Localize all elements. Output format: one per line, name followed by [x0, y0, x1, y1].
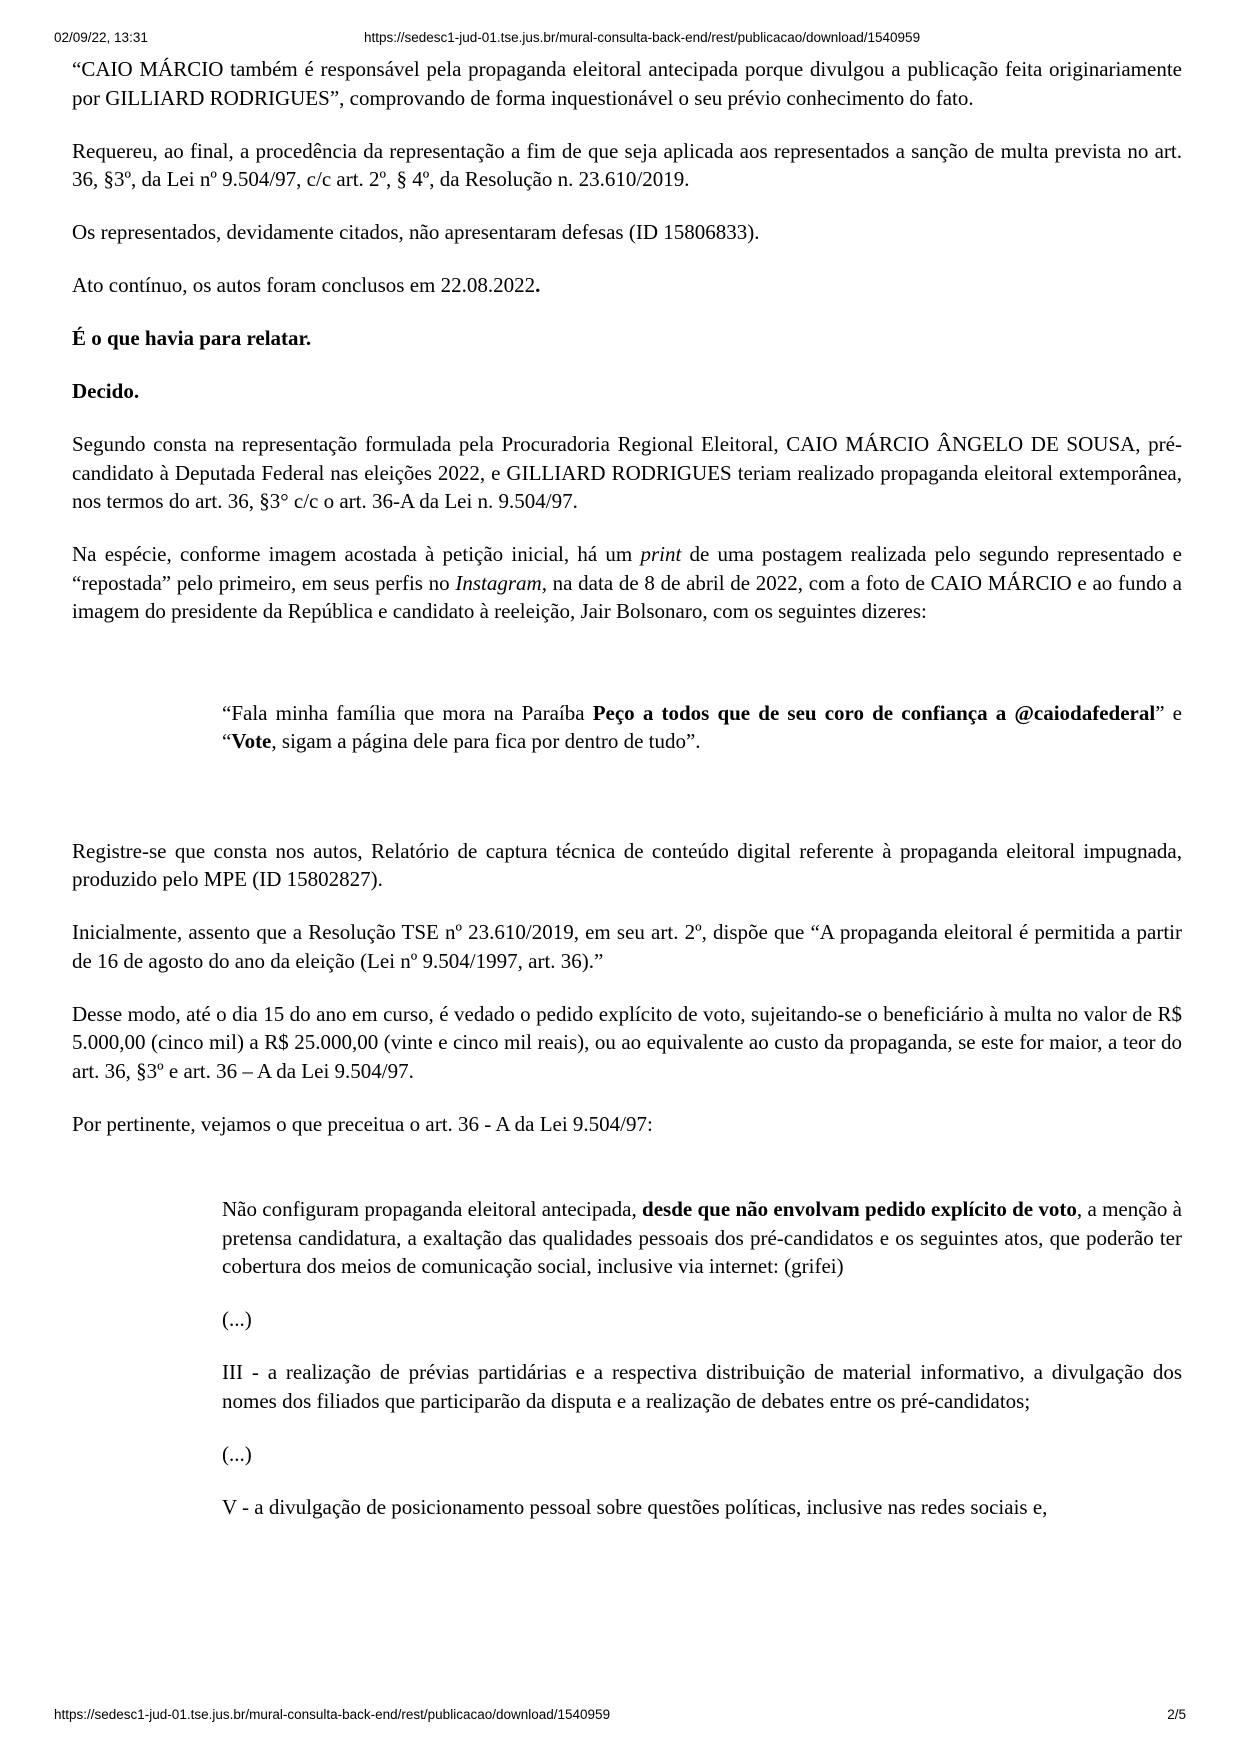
- blockquote-item-iii: III - a realização de prévias partidárias e a respectiva distribuição de material informativo, a divulgação dos nomes dos filiados que participarão da disputa e a realização de debates entre os pré-candidatos;: [222, 1360, 1182, 1413]
- blockquote-art36a-caput: [222, 1195, 1182, 1281]
- paragraph-na-especie: [72, 540, 1182, 626]
- heading-decido: Decido.: [72, 379, 140, 403]
- footer-source-url: https://sedesc1-jud-01.tse.jus.br/mural-consulta-back-end/rest/publicacao/download/1540959: [54, 1707, 611, 1722]
- text-run: , a menção à pretensa candidatura, a exaltação das qualidades pessoais dos pré-candidatos e os seguintes atos, que poderão ter cobertura dos meios de comunicação social, inclusive via internet: (grifei): [222, 1197, 1182, 1278]
- document-body: [72, 55, 1182, 1546]
- heading-relatar: É o que havia para relatar.: [72, 326, 312, 350]
- footer-page-indicator: 2/5: [1167, 1707, 1186, 1722]
- bold-run: Vote: [231, 729, 272, 753]
- text-run: “Fala minha família que mora na Paraíba: [222, 700, 593, 725]
- blockquote-item-v: V - a divulgação de posicionamento pessoal sobre questões políticas, inclusive nas redes sociais e,: [222, 1494, 1048, 1519]
- italic-run: print: [640, 542, 682, 566]
- blockquote-ellipsis-1: (...): [222, 1307, 252, 1331]
- paragraph-por-pertinente: Por pertinente, vejamos o que preceitua o art. 36 - A da Lei 9.504/97:: [72, 1111, 653, 1136]
- text-run: na data de 8 de abril de 2022, com a foto de CAIO MÁRCIO e ao fundo a imagem do presidente da República e candidato à reeleição, Jair Bolsonaro, com os seguintes dizeres:: [72, 570, 1182, 623]
- paragraph-conclusos: [72, 271, 1182, 300]
- text-run: de uma postagem realizada pelo segundo representado e “repostada” pelo primeiro, em seus perfis no: [72, 542, 1182, 595]
- paragraph-request: Requereu, ao final, a procedência da representação a fim de que seja aplicada aos representados a sanção de multa prevista no art. 36, §3º, da Lei nº 9.504/97, c/c art. 2º, § 4º, da Resolução n. 23.610/2019.: [72, 138, 1182, 191]
- italic-run: Instagram,: [455, 570, 547, 595]
- text-run: Ato contínuo, os autos foram conclusos em 22.08.2022: [72, 273, 536, 297]
- text-run: ” e “: [222, 700, 1183, 753]
- text-run: Não configuram propaganda eleitoral antecipada,: [222, 1197, 643, 1221]
- text-run: Na espécie, conforme imagem acostada à petição inicial, há um: [72, 542, 641, 566]
- print-header: [54, 30, 1186, 48]
- text-run: , sigam a página dele para fica por dentro de tudo”.: [271, 729, 701, 753]
- blockquote-instagram-post: [222, 699, 1182, 756]
- paragraph-registre-se: Registre-se que consta nos autos, Relatório de captura técnica de conteúdo digital referente à propaganda eleitoral impugnada, produzido pelo MPE (ID 15802827).: [72, 838, 1182, 891]
- bold-run: Peço a todos que de seu coro de confiança a @caiodafederal: [592, 700, 1156, 725]
- print-footer: [54, 1707, 1186, 1722]
- paragraph-no-defense: Os representados, devidamente citados, não apresentaram defesas (ID 15806833).: [72, 220, 760, 244]
- paragraph-desse-modo: Desse modo, até o dia 15 do ano em curso, é vedado o pedido explícito de voto, sujeitando-se o beneficiário à multa no valor de R$ 5.000,00 (cinco mil) a R$ 25.000,00 (vinte e cinco mil reais), ou ao equivalente ao custo da propaganda, se este for maior, a teor do art. 36, §3º e art. 36 – A da Lei 9.504/97.: [72, 1001, 1182, 1083]
- bold-run: desde que não envolvam pedido explícito de voto: [642, 1197, 1077, 1221]
- print-datetime: 02/09/22, 13:31: [54, 30, 148, 45]
- source-url: https://sedesc1-jud-01.tse.jus.br/mural-consulta-back-end/rest/publicacao/download/1540959: [364, 30, 921, 45]
- blockquote-ellipsis-2: (...): [222, 1441, 252, 1466]
- paragraph-intro-quote: “CAIO MÁRCIO também é responsável pela propaganda eleitoral antecipada porque divulgou a publicação feita originariamente por GILLIARD RODRIGUES”, comprovando de forma inquestionável o seu prévio conhecimento do fato.: [72, 57, 1182, 110]
- paragraph-segundo-consta: Segundo consta na representação formulada pela Procuradoria Regional Eleitoral, CAIO MÁRCIO ÂNGELO DE SOUSA, pré-candidato à Deputada Federal nas eleições 2022, e GILLIARD RODRIGUES teriam realizado propaganda eleitoral extemporânea, nos termos do art. 36, §3° c/c o art. 36-A da Lei n. 9.504/97.: [72, 432, 1182, 513]
- paragraph-inicialmente: Inicialmente, assento que a Resolução TSE nº 23.610/2019, em seu art. 2º, dispõe que “A propaganda eleitoral é permitida a partir de 16 de agosto do ano da eleição (Lei nº 9.504/1997, art. 36).”: [72, 920, 1182, 973]
- bold-run: .: [535, 273, 541, 297]
